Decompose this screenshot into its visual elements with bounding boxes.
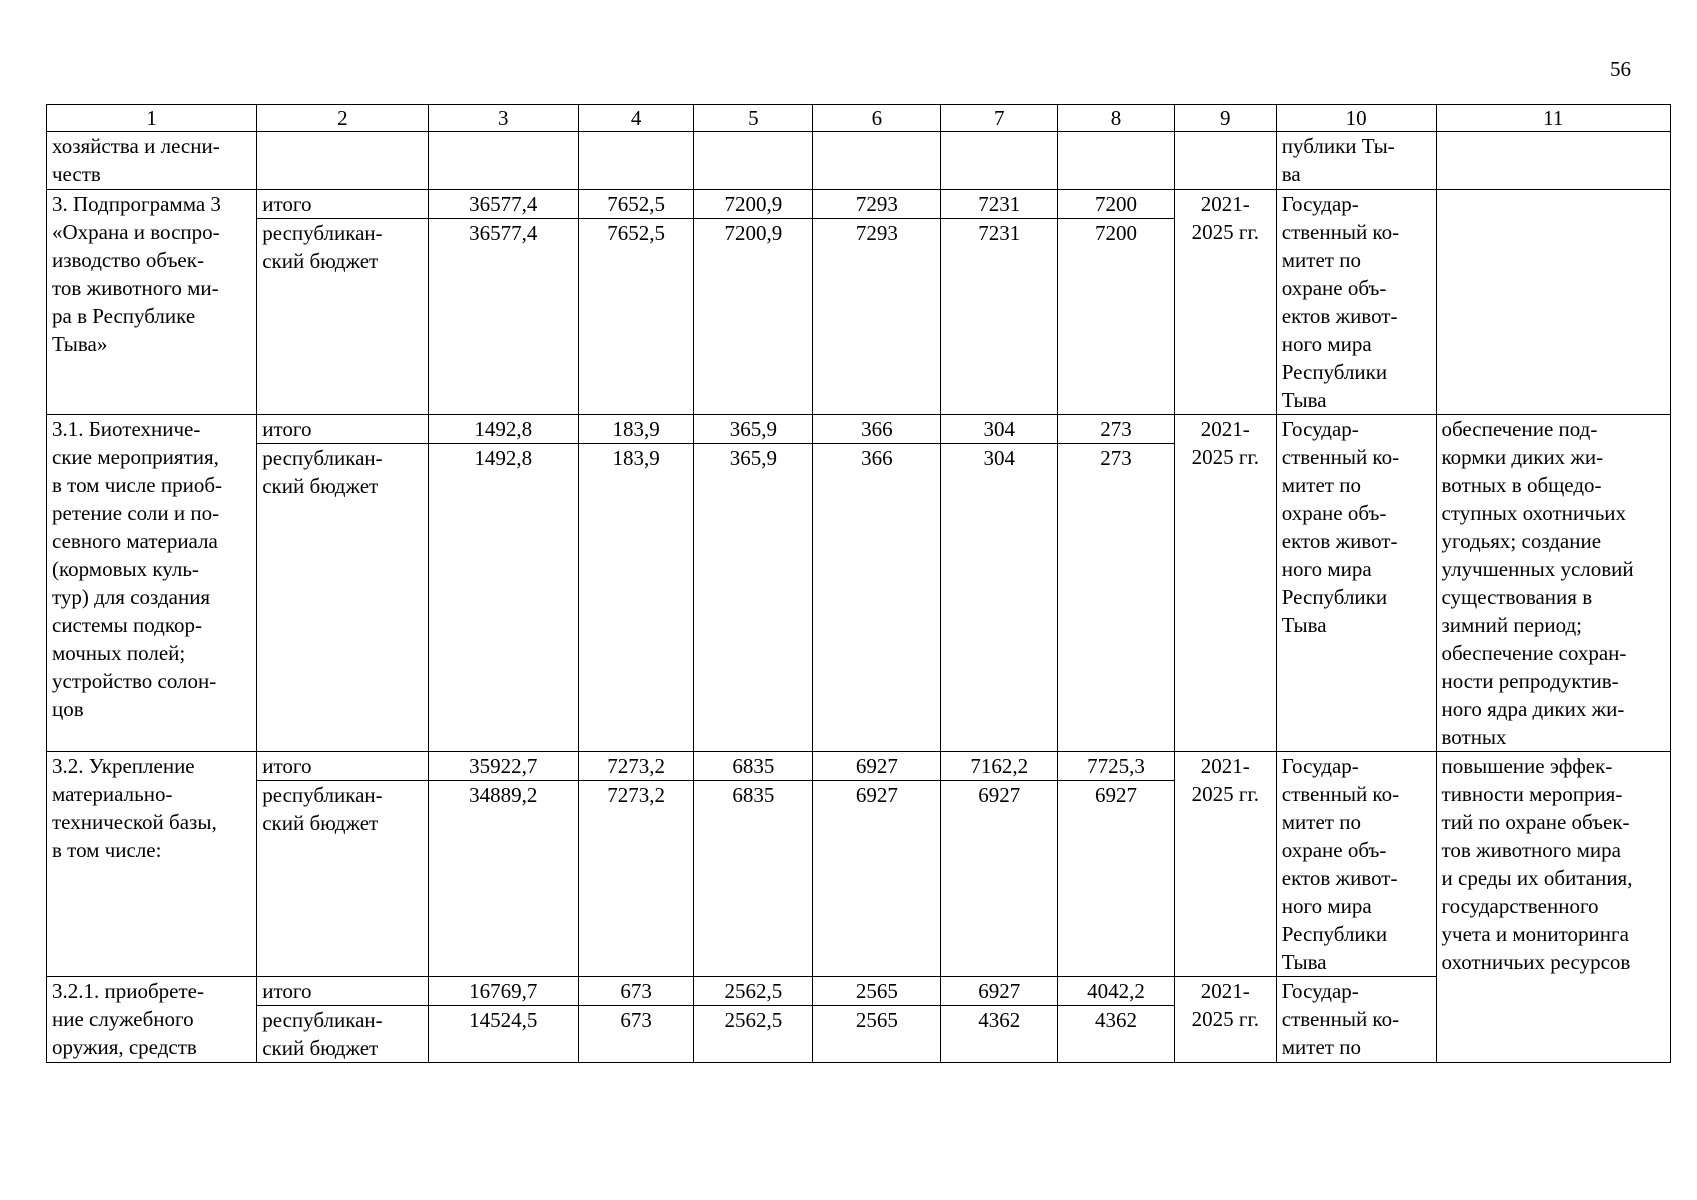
value-cell: 7293 (813, 219, 941, 415)
value-cell: 2562,5 (694, 977, 813, 1006)
value-cell: 2565 (813, 977, 941, 1006)
source-label: республикан- ский бюджет (257, 1006, 428, 1063)
value-cell: 1492,8 (428, 415, 578, 444)
result-cell: повышение эффек- тивности мероприя- тий по охране объек- тов животного мира и среды их обитания, государственного учета и мониторинга охотничьих ресурсов (1436, 752, 1670, 1063)
value-cell: 6927 (941, 781, 1058, 977)
value-cell: 4362 (1058, 1006, 1175, 1063)
years-cell: 2021- 2025 гг. (1174, 977, 1276, 1063)
source-label: итого (257, 190, 428, 219)
value-cell: 36577,4 (428, 219, 578, 415)
executor-cell: Государ- ственный ко- митет по (1276, 977, 1436, 1063)
column-header: 7 (941, 105, 1058, 132)
executor-cell: Государ- ственный ко- митет по охране объ- ектов живот- ного мира Республики Тыва (1276, 415, 1436, 752)
value-cell: 673 (578, 1006, 694, 1063)
column-header: 11 (1436, 105, 1670, 132)
table-row (47, 190, 1671, 219)
source-label: итого (257, 977, 428, 1006)
value-cell: 7273,2 (578, 781, 694, 977)
column-header: 1 (47, 105, 257, 132)
value-cell: 16769,7 (428, 977, 578, 1006)
executor-cell: Государ- ственный ко- митет по охране объ- ектов живот- ного мира Республики Тыва (1276, 190, 1436, 415)
value-cell: 7293 (813, 190, 941, 219)
table-row (47, 415, 1671, 444)
value-cell: 2565 (813, 1006, 941, 1063)
value-cell: 34889,2 (428, 781, 578, 977)
years-cell: 2021- 2025 гг. (1174, 415, 1276, 752)
value-cell: 6927 (813, 752, 941, 781)
table-row (47, 752, 1671, 781)
value-cell: 7200,9 (694, 190, 813, 219)
column-header: 2 (257, 105, 428, 132)
program-table (46, 104, 1671, 1063)
value-cell: 7200 (1058, 219, 1175, 415)
value-cell: 7273,2 (578, 752, 694, 781)
column-header: 3 (428, 105, 578, 132)
value-cell: 304 (941, 444, 1058, 752)
value-cell: 6927 (1058, 781, 1175, 977)
value-cell: 4362 (941, 1006, 1058, 1063)
source-label: итого (257, 415, 428, 444)
executor-cell: публики Ты- ва (1276, 132, 1436, 190)
years-cell: 2021- 2025 гг. (1174, 752, 1276, 977)
value-cell: 673 (578, 977, 694, 1006)
activity-name: 3.2.1. приобрете- ние служебного оружия, средств (47, 977, 257, 1063)
value-cell: 35922,7 (428, 752, 578, 781)
years-cell: 2021- 2025 гг. (1174, 190, 1276, 415)
value-cell: 6835 (694, 781, 813, 977)
value-cell: 366 (813, 444, 941, 752)
table-row (47, 132, 1671, 190)
value-cell: 7200,9 (694, 219, 813, 415)
value-cell: 273 (1058, 415, 1175, 444)
value-cell: 6927 (813, 781, 941, 977)
value-cell: 7200 (1058, 190, 1175, 219)
value-cell: 7652,5 (578, 219, 694, 415)
value-cell: 366 (813, 415, 941, 444)
value-cell: 7725,3 (1058, 752, 1175, 781)
result-cell: обеспечение под- кормки диких жи- вотных в общедо- ступных охотничьих угодьях; создание улучшенных условий существования в зимний период; обеспечение сохран- ности репродуктив- ного ядра диких жи- вотных (1436, 415, 1670, 752)
page-number: 56 (1610, 57, 1631, 81)
value-cell: 6927 (941, 977, 1058, 1006)
column-header: 10 (1276, 105, 1436, 132)
column-header: 5 (694, 105, 813, 132)
value-cell: 36577,4 (428, 190, 578, 219)
value-cell: 6835 (694, 752, 813, 781)
activity-name: 3. Подпрограмма 3 «Охрана и воспро- изводство объек- тов животного ми- ра в Республике Тыва» (47, 190, 257, 415)
header-row (47, 105, 1671, 132)
activity-name: 3.2. Укрепление материально- технической базы, в том числе: (47, 752, 257, 977)
value-cell: 2562,5 (694, 1006, 813, 1063)
value-cell: 273 (1058, 444, 1175, 752)
value-cell: 7652,5 (578, 190, 694, 219)
value-cell: 304 (941, 415, 1058, 444)
value-cell: 7231 (941, 190, 1058, 219)
result-cell (1436, 190, 1670, 415)
executor-cell: Государ- ственный ко- митет по охране объ- ектов живот- ного мира Республики Тыва (1276, 752, 1436, 977)
source-label: итого (257, 752, 428, 781)
value-cell: 365,9 (694, 415, 813, 444)
column-header: 8 (1058, 105, 1175, 132)
value-cell: 4042,2 (1058, 977, 1175, 1006)
source-label: республикан- ский бюджет (257, 444, 428, 752)
value-cell: 183,9 (578, 444, 694, 752)
column-header: 4 (578, 105, 694, 132)
value-cell: 7162,2 (941, 752, 1058, 781)
table-row (47, 977, 1671, 1006)
value-cell: 14524,5 (428, 1006, 578, 1063)
value-cell: 365,9 (694, 444, 813, 752)
source-label: республикан- ский бюджет (257, 781, 428, 977)
activity-name: хозяйства и лесни- честв (47, 132, 257, 190)
column-header: 6 (813, 105, 941, 132)
value-cell: 183,9 (578, 415, 694, 444)
activity-name: 3.1. Биотехниче- ские мероприятия, в том числе приоб- ретение соли и по- севного материала (кормовых куль- тур) для создания системы подкор- мочных полей; устройство солон- цов (47, 415, 257, 752)
source-label: республикан- ский бюджет (257, 219, 428, 415)
column-header: 9 (1174, 105, 1276, 132)
value-cell: 1492,8 (428, 444, 578, 752)
value-cell: 7231 (941, 219, 1058, 415)
